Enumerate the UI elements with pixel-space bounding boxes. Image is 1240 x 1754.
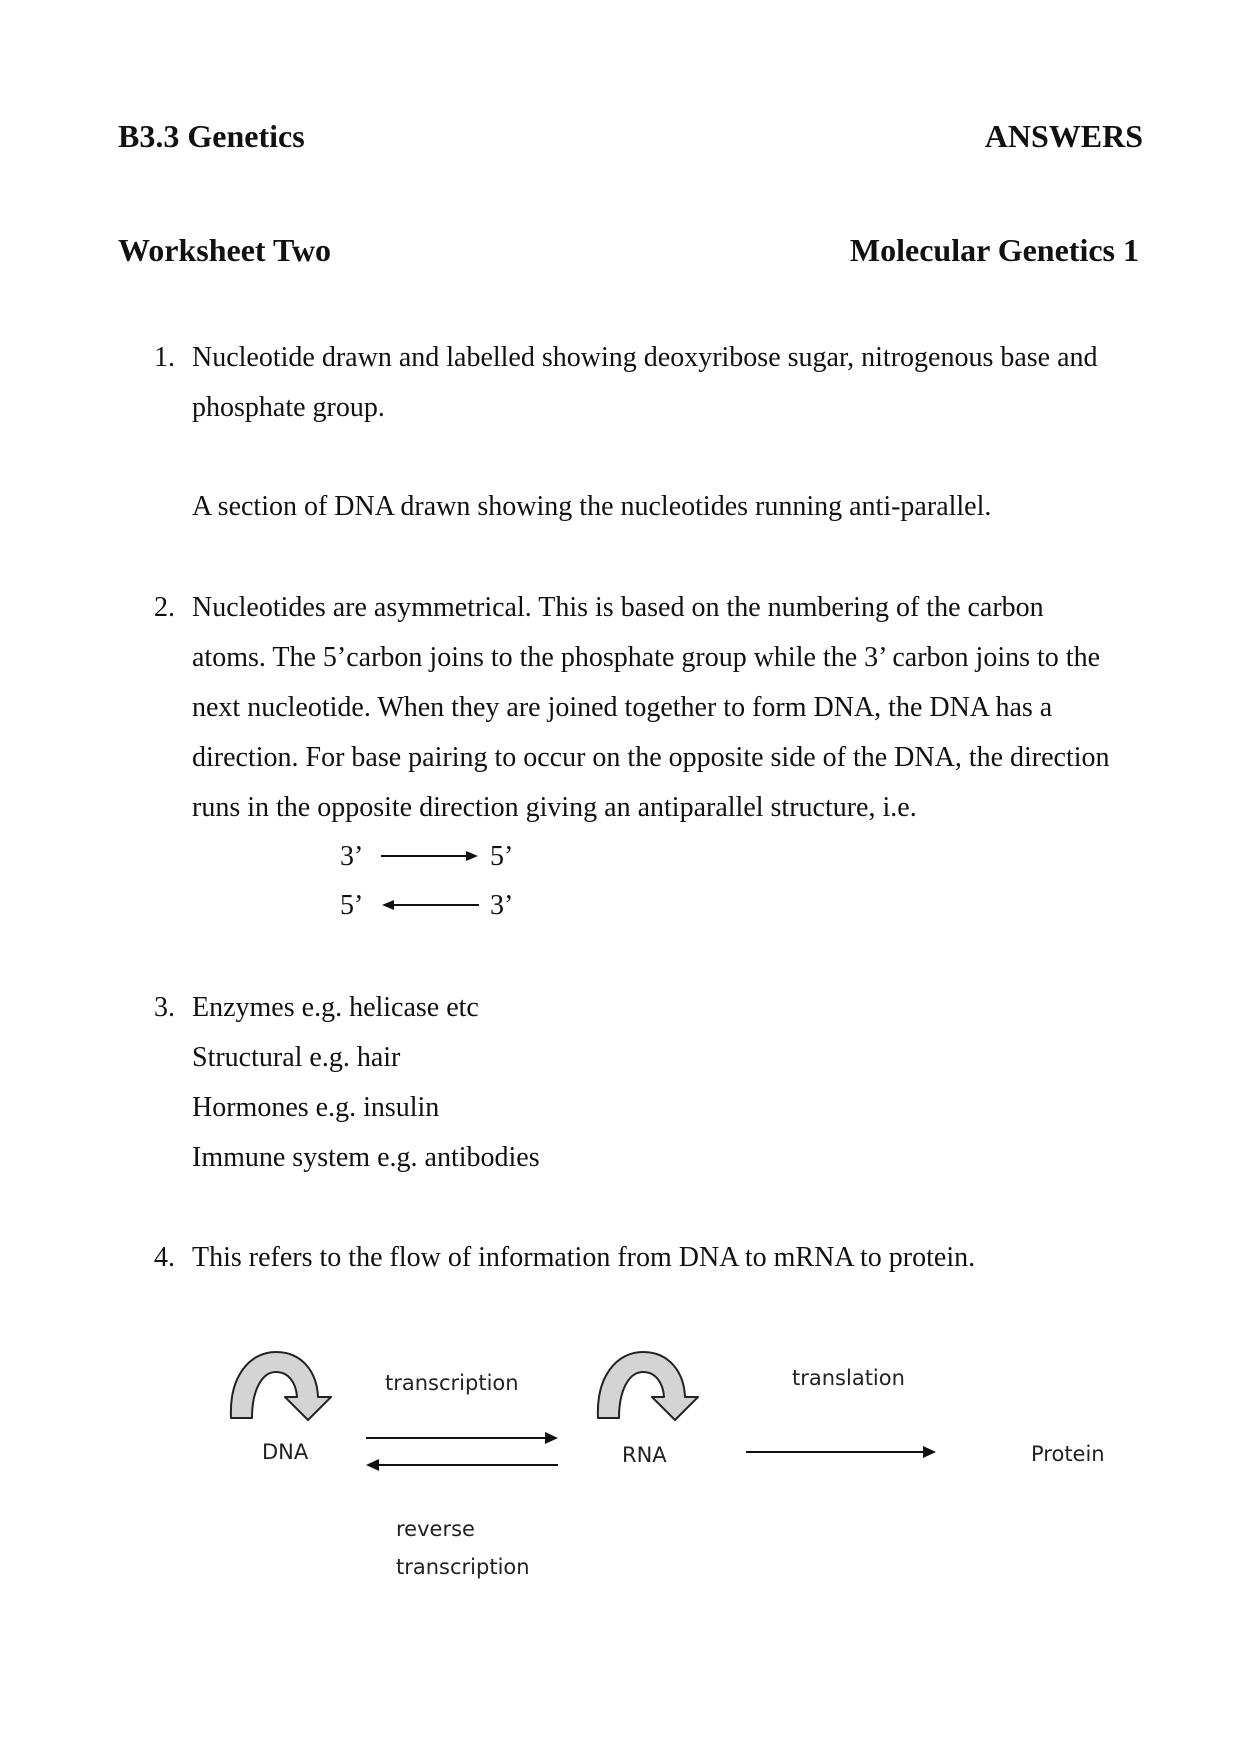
answer-line: Nucleotide drawn and labelled showing deoxyribose sugar, nitrogenous base and	[192, 342, 1098, 373]
reverse-transcription-arrow-icon	[366, 1459, 558, 1471]
answer-line: This refers to the flow of information from DNA to mRNA to protein.	[192, 1242, 976, 1273]
question-number: 2.	[154, 592, 175, 623]
question-number: 4.	[154, 1242, 175, 1273]
translation-label: translation	[792, 1366, 905, 1390]
prime-label: 3’	[490, 890, 514, 921]
course-title: B3.3 Genetics	[118, 118, 305, 154]
answer-line: Enzymes e.g. helicase etc	[192, 992, 479, 1023]
answer-line: A section of DNA drawn showing the nucleotides running anti-parallel.	[192, 491, 992, 522]
answer-line: Immune system e.g. antibodies	[192, 1142, 540, 1173]
answers-label: ANSWERS	[984, 118, 1143, 154]
topic-title: Molecular Genetics 1	[849, 232, 1139, 268]
rna-label: RNA	[622, 1443, 667, 1467]
rna-replication-icon	[598, 1352, 698, 1420]
answer-line: atoms. The 5’carbon joins to the phosphate group while the 3’ carbon joins to the	[192, 642, 1100, 673]
reverse-transcription-label: reverse	[396, 1517, 475, 1541]
reverse-transcription-label: transcription	[396, 1555, 530, 1579]
question-number: 3.	[154, 992, 175, 1023]
answer-line: next nucleotide. When they are joined together to form DNA, the DNA has a	[192, 692, 1053, 723]
dna-replication-icon	[231, 1352, 331, 1420]
answer-line: runs in the opposite direction giving an antiparallel structure, i.e.	[192, 792, 917, 823]
answer-line: direction. For base pairing to occur on the opposite side of the DNA, the direction	[192, 742, 1110, 773]
dna-label: DNA	[262, 1440, 309, 1464]
protein-label: Protein	[1031, 1442, 1105, 1466]
answer-line: Nucleotides are asymmetrical. This is based on the numbering of the carbon	[192, 592, 1044, 623]
prime-label: 5’	[340, 890, 364, 921]
answer-line: Hormones e.g. insulin	[192, 1092, 440, 1123]
translation-arrow-icon	[746, 1446, 936, 1458]
answer-line: Structural e.g. hair	[192, 1042, 401, 1073]
worksheet-title: Worksheet Two	[118, 232, 332, 268]
transcription-label: transcription	[385, 1371, 519, 1395]
question-number: 1.	[154, 342, 175, 373]
transcription-arrow-icon	[366, 1432, 558, 1444]
prime-label: 5’	[490, 841, 514, 872]
prime-label: 3’	[340, 841, 364, 872]
answer-line: phosphate group.	[192, 392, 385, 423]
